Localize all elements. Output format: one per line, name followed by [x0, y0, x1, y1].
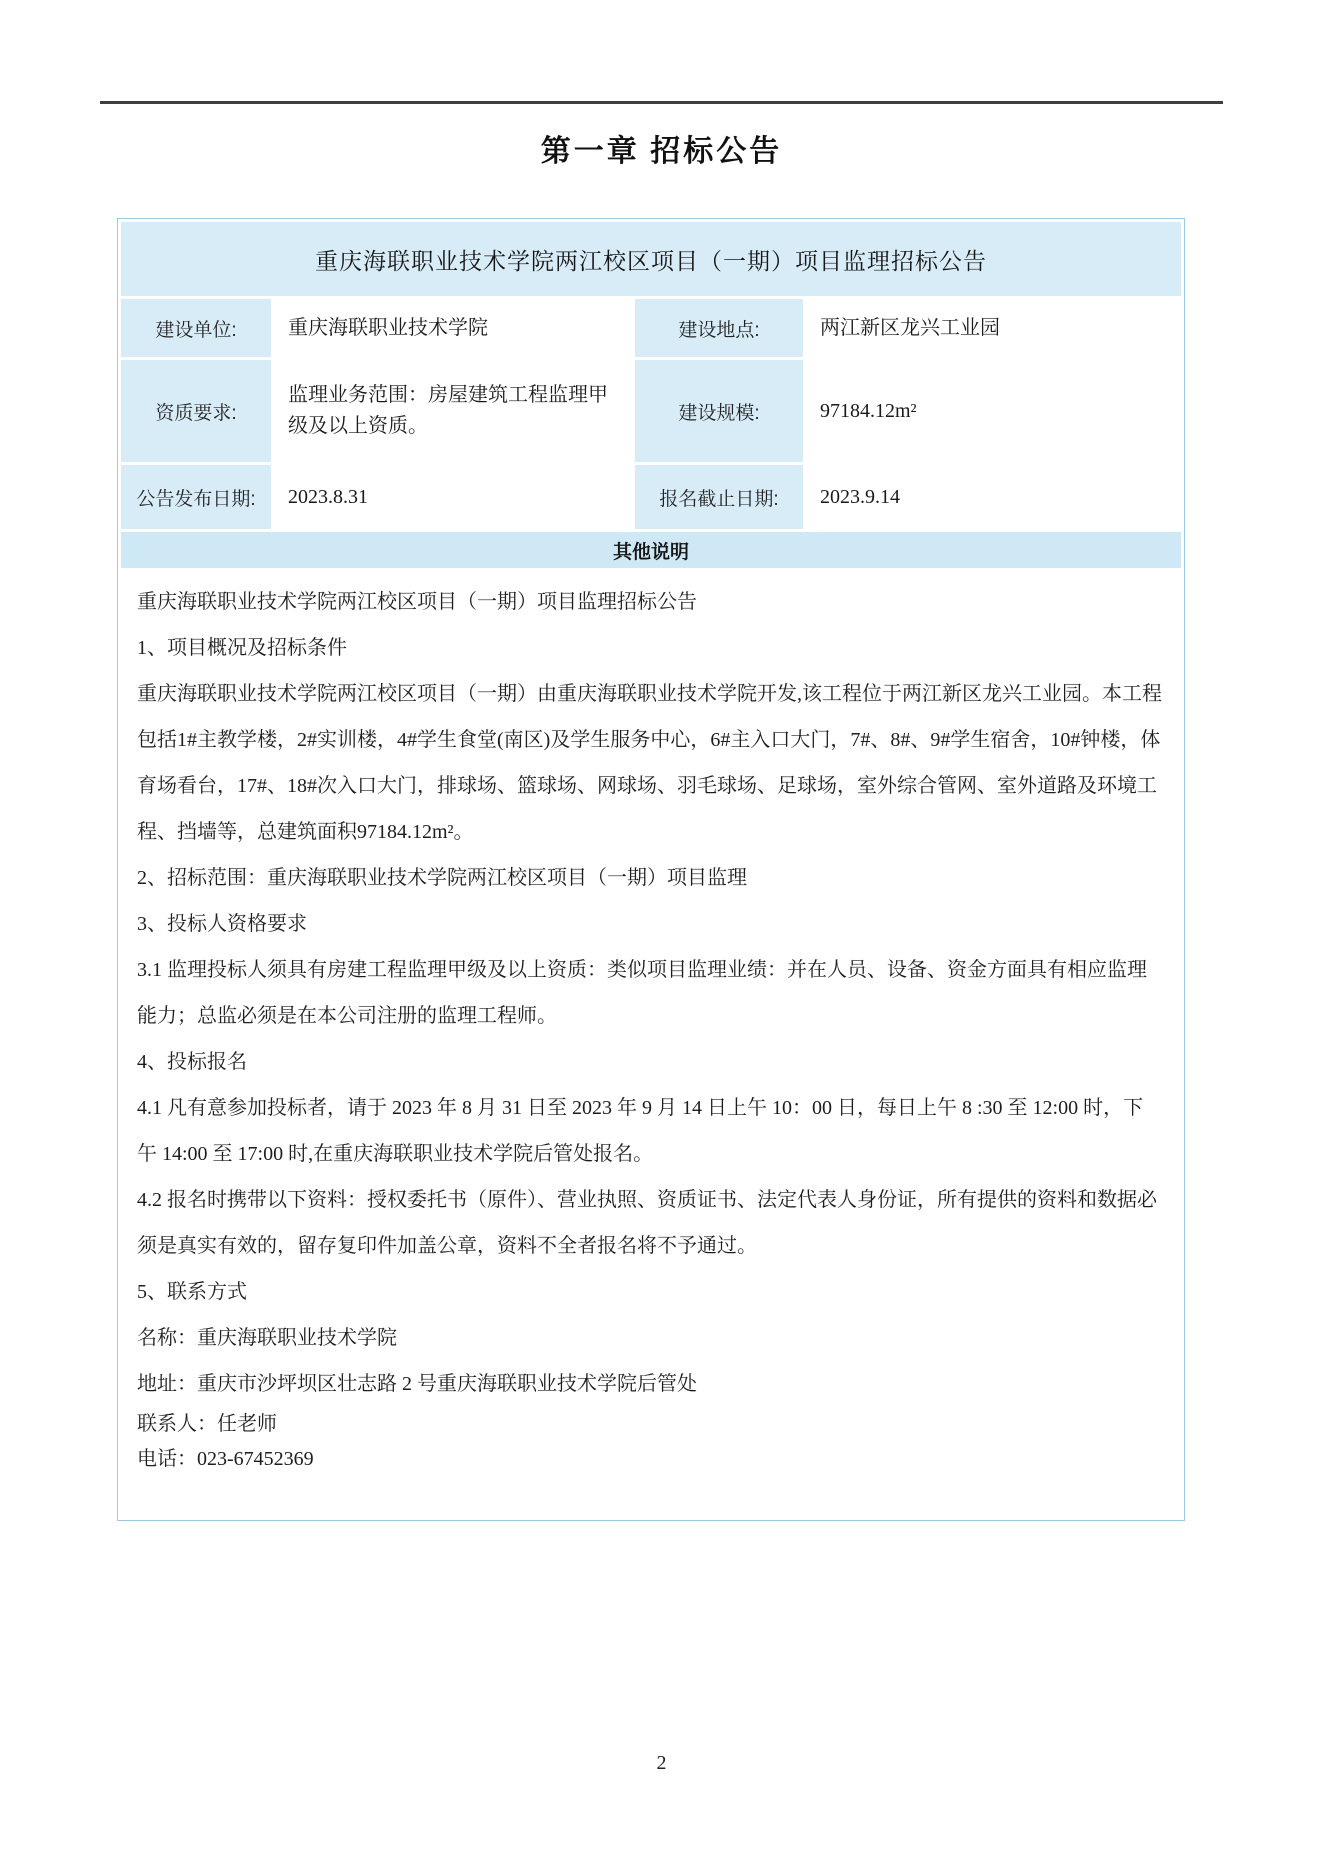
table-row: [121, 299, 1181, 357]
scale-label: 建设规模:: [635, 360, 803, 462]
notes-paragraph: 4.2 报名时携带以下资料：授权委托书（原件）、营业执照、资质证书、法定代表人身份证，所有提供的资料和数据必须是真实有效的，留存复印件加盖公章，资料不全者报名将不予通过。: [137, 1189, 1157, 1257]
owner-label: 建设单位:: [121, 299, 271, 357]
notes-paragraph: 电话：023-67452369: [137, 1448, 314, 1470]
location-value: 两江新区龙兴工业园: [806, 299, 1181, 357]
notes-paragraph: 4.1 凡有意参加投标者，请于 2023 年 8 月 31 日至 2023 年 9 月 14 日上午 10：00 日，每日上午 8 :30 至 12:00 时，下午 14:00 至 17:00 时,在重庆海联职业技术学院后管处报名。: [137, 1097, 1144, 1165]
contact-block: [137, 1407, 1163, 1477]
header-rule-divider: [100, 101, 1223, 104]
other-notes-row: [121, 571, 1181, 1517]
page-number: 2: [656, 1752, 667, 1774]
table-row: [121, 465, 1181, 529]
qualification-label: 资质要求:: [121, 360, 271, 462]
notes-paragraph: 5、联系方式: [137, 1281, 247, 1303]
scale-value: 97184.12m²: [806, 360, 1181, 462]
notes-paragraph: 名称：重庆海联职业技术学院: [137, 1327, 397, 1349]
notice-table-container: [117, 218, 1185, 1521]
notes-paragraph: 联系人：任老师: [137, 1413, 277, 1435]
notes-paragraph: 重庆海联职业技术学院两江校区项目（一期）项目监理招标公告: [137, 591, 697, 613]
table-title-row: [121, 222, 1181, 296]
owner-value: 重庆海联职业技术学院: [274, 299, 632, 357]
notes-paragraph: 2、招标范围：重庆海联职业技术学院两江校区项目（一期）项目监理: [137, 867, 747, 889]
location-label: 建设地点:: [635, 299, 803, 357]
deadline-label: 报名截止日期:: [635, 465, 803, 529]
other-notes-content: [121, 571, 1181, 1517]
notes-paragraph: 1、项目概况及招标条件: [137, 637, 347, 659]
notes-paragraph: 重庆海联职业技术学院两江校区项目（一期）由重庆海联职业技术学院开发,该工程位于两江新区龙兴工业园。本工程包括1#主教学楼，2#实训楼，4#学生食堂(南区)及学生服务中心，6#主入口大门，7#、8#、9#学生宿舍，10#钟楼，体育场看台，17#、18#次入口大门，排球场、篮球场、网球场、羽毛球场、足球场，室外综合管网、室外道路及环境工程、挡墙等，总建筑面积97184.12m²。: [137, 683, 1162, 843]
qualification-value: 监理业务范围：房屋建筑工程监理甲级及以上资质。: [274, 360, 632, 462]
notes-paragraph: 4、投标报名: [137, 1051, 247, 1073]
other-notes-header-row: [121, 532, 1181, 568]
notes-paragraph: 3、投标人资格要求: [137, 913, 307, 935]
publish-date-value: 2023.8.31: [274, 465, 632, 529]
table-title: 重庆海联职业技术学院两江校区项目（一期）项目监理招标公告: [121, 222, 1181, 296]
publish-date-label: 公告发布日期:: [121, 465, 271, 529]
other-notes-header: 其他说明: [121, 532, 1181, 568]
notes-paragraph: 3.1 监理投标人须具有房建工程监理甲级及以上资质：类似项目监理业绩：并在人员、设备、资金方面具有相应监理能力；总监必须是在本公司注册的监理工程师。: [137, 959, 1147, 1027]
chapter-title: 第一章 招标公告: [540, 135, 783, 168]
deadline-value: 2023.9.14: [806, 465, 1181, 529]
notes-paragraph: 地址：重庆市沙坪坝区壮志路 2 号重庆海联职业技术学院后管处: [137, 1373, 697, 1395]
table-row: [121, 360, 1181, 462]
notice-table: [117, 218, 1185, 1521]
